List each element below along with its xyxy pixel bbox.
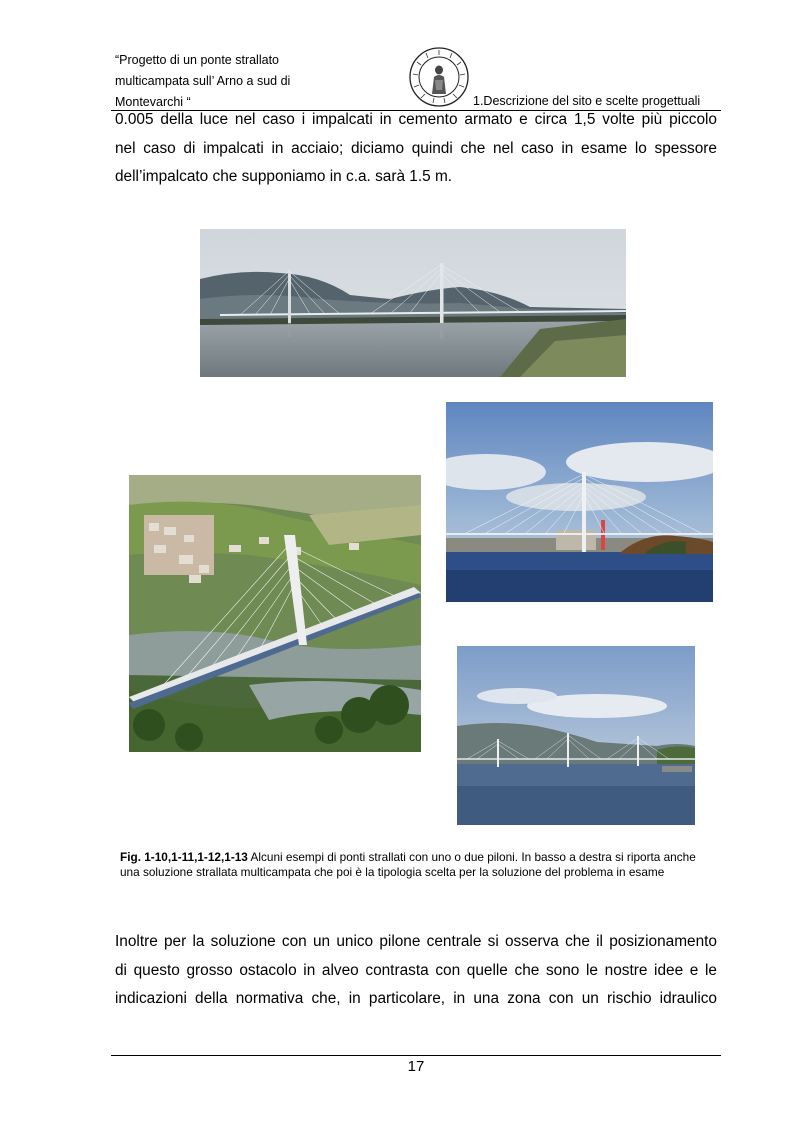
footer-divider xyxy=(111,1055,721,1056)
header-title-line: “Progetto di un ponte strallato xyxy=(115,53,279,67)
text-line: dell’impalcato che supponiamo in c.a. sarà 1.5 m. xyxy=(115,168,453,185)
header-title-line: Montevarchi “ xyxy=(115,95,191,109)
text-line: indicazioni della normativa che, in particolare, in una zona con un rischio idraulico xyxy=(115,990,717,1007)
paragraph-top xyxy=(115,106,717,192)
paragraph-bottom xyxy=(115,928,717,1014)
university-seal-icon xyxy=(408,46,470,108)
text-line: Inoltre per la soluzione con un unico pilone centrale si osserva che il posizionamento xyxy=(115,933,717,950)
text-line: nel caso di impalcati in acciaio; diciamo quindi che nel caso in esame lo spessore xyxy=(115,139,717,157)
figure-caption-text: Alcuni esempi di ponti strallati con uno o due piloni. In basso a destra si riporta anche una soluzione strallata multicampata che poi è la tipologia scelta per la soluzione del problema in esame xyxy=(120,850,696,879)
header-title-line: multicampata sull’ Arno a sud di xyxy=(115,74,291,88)
text-line: 0.005 della luce nel caso i impalcati in cemento armato e circa 1,5 volte più piccolo xyxy=(115,111,717,128)
text-line: di questo grosso ostacolo in alveo contrasta con quelle che sono le nostre idee e le xyxy=(115,961,717,979)
photo-multispan-bridge xyxy=(457,646,695,825)
photo-single-pylon-city xyxy=(446,402,713,602)
page-number: 17 xyxy=(407,1058,425,1075)
photo-two-pylon-bridge xyxy=(200,229,626,377)
header-section: 1.Descrizione del sito e scelte progettuali xyxy=(473,94,701,108)
photo-aerial-single-pylon xyxy=(129,475,421,752)
figure-caption xyxy=(120,850,712,880)
header-title xyxy=(115,50,321,113)
figure-label: Fig. 1-10,1-11,1-12,1-13 xyxy=(120,850,248,864)
